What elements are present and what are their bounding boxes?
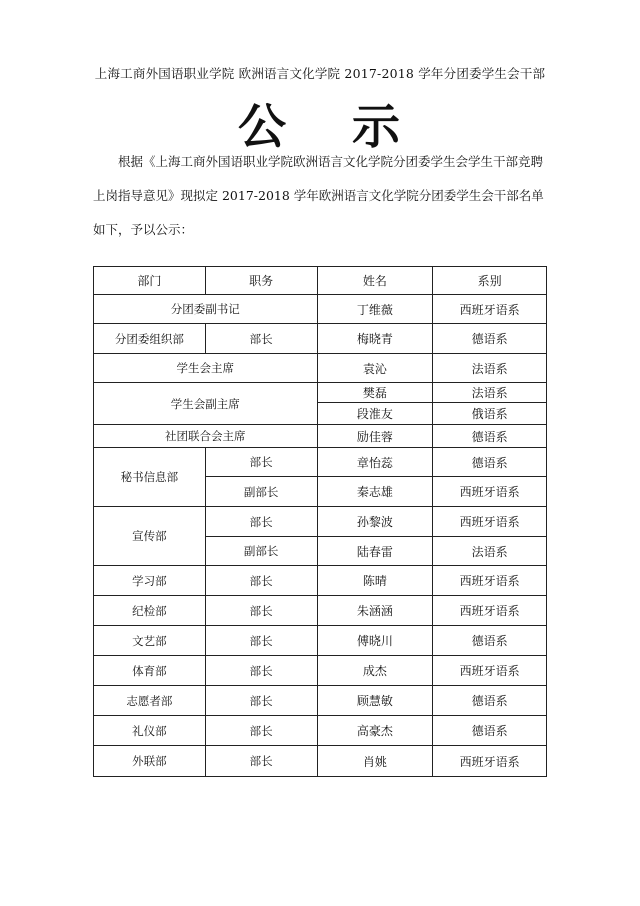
cell-name: 朱涵涵 [317, 596, 433, 626]
cell-dept: 分团委组织部 [94, 324, 206, 354]
cell-name: 孙黎波 [317, 507, 433, 537]
cell-name: 傅晓川 [317, 626, 433, 656]
cell-major: 德语系 [433, 716, 547, 746]
cell-role: 部长 [205, 507, 317, 537]
cell-name: 陆春雷 [317, 537, 433, 566]
cell-name: 丁维薇 [317, 295, 433, 324]
cell-role: 部长 [205, 448, 317, 477]
cell-major: 西班牙语系 [433, 295, 547, 324]
cell-major: 法语系 [433, 383, 547, 403]
table-row [94, 324, 547, 354]
cell-name: 樊磊 [317, 383, 433, 403]
cell-name: 秦志雄 [317, 477, 433, 507]
cell-name: 励佳蓉 [317, 425, 433, 448]
cell-role: 部长 [205, 656, 317, 686]
table-row [94, 746, 547, 777]
cell-major: 法语系 [433, 537, 547, 566]
cell-name: 袁沁 [317, 354, 433, 383]
table-row [94, 354, 547, 383]
cell-role: 部长 [205, 566, 317, 596]
cell-major: 西班牙语系 [433, 746, 547, 777]
cell-role: 副部长 [205, 537, 317, 566]
intro-line-2: 上岗指导意见》现拟定 2017-2018 学年欧洲语言文化学院分团委学生会干部名单 [93, 188, 544, 203]
cell-role: 副部长 [205, 477, 317, 507]
cell-name: 高豪杰 [317, 716, 433, 746]
table-row [94, 295, 547, 324]
cell-major: 德语系 [433, 626, 547, 656]
cell-dept: 秘书信息部 [94, 448, 206, 507]
cell-dept: 志愿者部 [94, 686, 206, 716]
cell-role: 部长 [205, 716, 317, 746]
title-char-2: 示 [352, 99, 403, 155]
table-row [94, 448, 547, 477]
intro-paragraph [93, 145, 553, 247]
cell-major: 法语系 [433, 354, 547, 383]
cell-major: 德语系 [433, 448, 547, 477]
cell-dept: 外联部 [94, 746, 206, 777]
cell-dept: 文艺部 [94, 626, 206, 656]
table-row [94, 383, 547, 403]
cell-name: 陈晴 [317, 566, 433, 596]
cell-name: 肖姚 [317, 746, 433, 777]
cell-major: 西班牙语系 [433, 507, 547, 537]
title-char-1: 公 [237, 99, 288, 155]
cell-name: 成杰 [317, 656, 433, 686]
table-header-row [94, 267, 547, 295]
document-header: 上海工商外国语职业学院 欧洲语言文化学院 2017-2018 学年分团委学生会干部 [94, 66, 546, 81]
cell-name: 梅晓青 [317, 324, 433, 354]
cell-dept: 学习部 [94, 566, 206, 596]
col-header-name: 姓名 [317, 267, 433, 295]
cell-role: 部长 [205, 596, 317, 626]
table-row [94, 596, 547, 626]
col-header-major: 系别 [433, 267, 547, 295]
cell-dept: 学生会副主席 [94, 383, 318, 425]
cell-major: 德语系 [433, 686, 547, 716]
table-row [94, 656, 547, 686]
table-row [94, 716, 547, 746]
cell-role: 部长 [205, 746, 317, 777]
table-row [94, 566, 547, 596]
cell-major: 西班牙语系 [433, 656, 547, 686]
cell-dept: 学生会主席 [94, 354, 318, 383]
cell-dept: 社团联合会主席 [94, 425, 318, 448]
cell-major: 德语系 [433, 324, 547, 354]
cell-dept: 体育部 [94, 656, 206, 686]
intro-line-1: 根据《上海工商外国语职业学院欧洲语言文化学院分团委学生会学生干部竞聘 [118, 154, 544, 169]
cell-major: 西班牙语系 [433, 477, 547, 507]
intro-line-3: 如下，予以公示： [93, 222, 194, 237]
cell-major: 德语系 [433, 425, 547, 448]
cell-name: 段淮友 [317, 403, 433, 425]
cadre-roster-table [93, 266, 547, 777]
cell-dept: 纪检部 [94, 596, 206, 626]
cell-dept: 礼仪部 [94, 716, 206, 746]
cell-dept: 分团委副书记 [94, 295, 318, 324]
table-row [94, 507, 547, 537]
cell-name: 章怡蕊 [317, 448, 433, 477]
col-header-dept: 部门 [94, 267, 206, 295]
col-header-role: 职务 [205, 267, 317, 295]
cell-role: 部长 [205, 686, 317, 716]
cell-major: 俄语系 [433, 403, 547, 425]
table-row [94, 686, 547, 716]
table-row [94, 626, 547, 656]
cell-dept: 宣传部 [94, 507, 206, 566]
cell-role: 部长 [205, 626, 317, 656]
cell-major: 西班牙语系 [433, 566, 547, 596]
cell-major: 西班牙语系 [433, 596, 547, 626]
cell-name: 顾慧敏 [317, 686, 433, 716]
table-row [94, 425, 547, 448]
cell-role: 部长 [205, 324, 317, 354]
